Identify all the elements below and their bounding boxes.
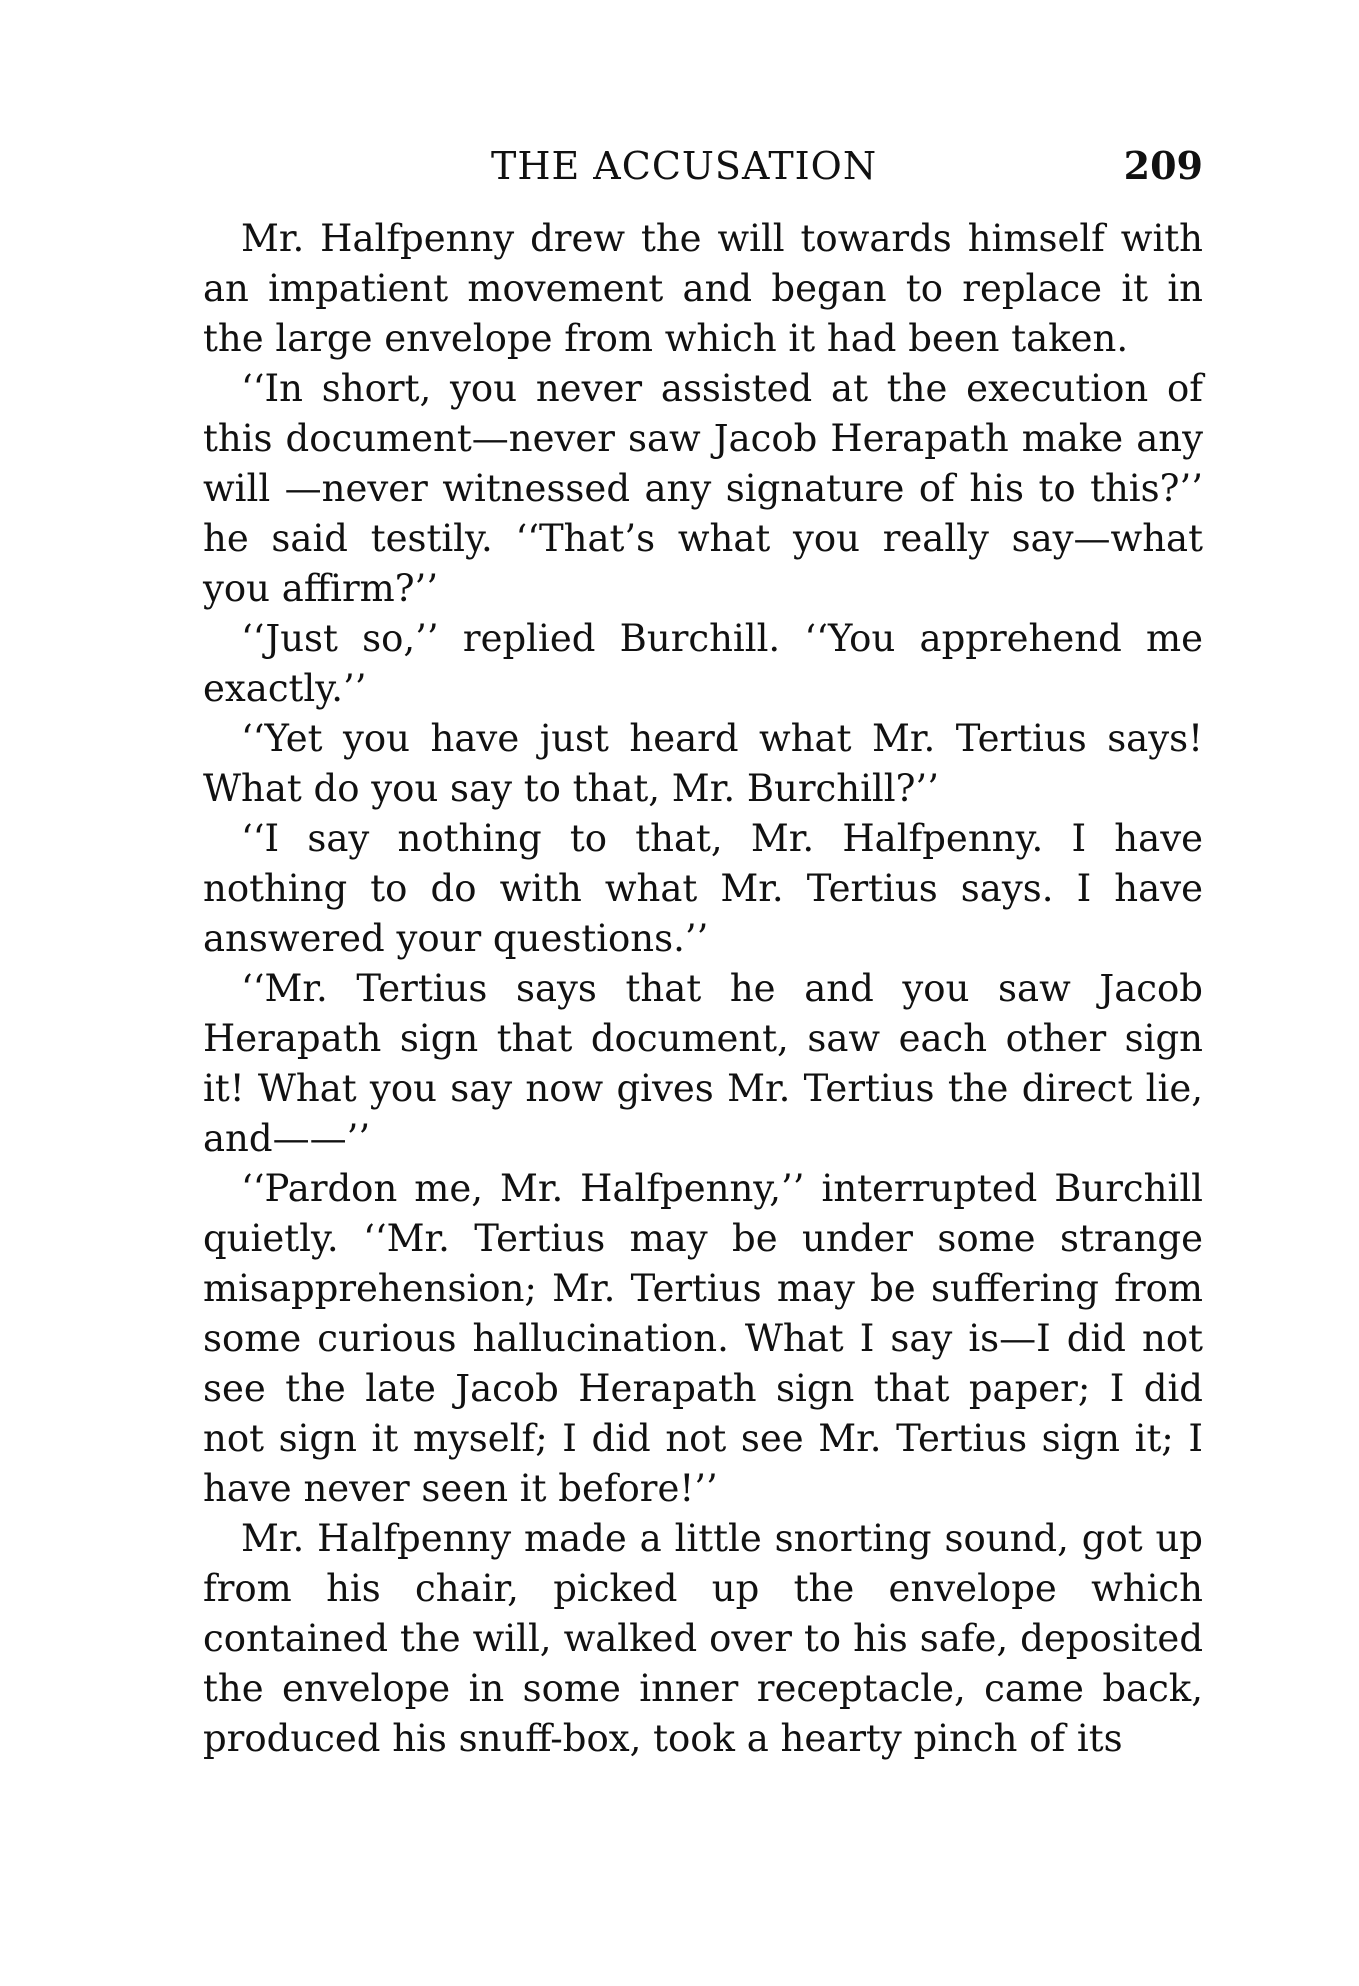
- running-head: THE ACCUSATION: [491, 144, 878, 188]
- page-number: 209: [1123, 143, 1203, 188]
- page-header: [203, 140, 1203, 192]
- paragraph: ‘‘Mr. Tertius says that he and you saw Jacob Herapath sign that document, saw each other sign it! What you say now gives Mr. Tertius the direct lie, and——’’: [203, 967, 1203, 1160]
- paragraph: ‘‘I say nothing to that, Mr. Halfpenny. I have nothing to do with what Mr. Tertius says. I have answered your questions.’’: [203, 817, 1203, 960]
- paragraph: ‘‘In short, you never assisted at the execution of this document—never saw Jacob Herapath make any will —never witnessed any signature of his to this?’’ he said testily. ‘‘That’s what you really say—what you affirm?’’: [203, 367, 1203, 610]
- paragraph: ‘‘Just so,’’ replied Burchill. ‘‘You apprehend me exactly.’’: [203, 617, 1203, 710]
- paragraph: ‘‘Pardon me, Mr. Halfpenny,’’ interrupted Burchill quietly. ‘‘Mr. Tertius may be under some strange misapprehension; Mr. Tertius may be suffering from some curious hallucination. What I say is—I did not see the late Jacob Herapath sign that paper; I did not sign it myself; I did not see Mr. Tertius sign it; I have never seen it before!’’: [203, 1167, 1203, 1510]
- book-page: [203, 140, 1203, 1764]
- body-text: [203, 214, 1203, 1764]
- paragraph: Mr. Halfpenny drew the will towards himself with an impatient movement and began to replace it in the large envelope from which it had been taken.: [203, 217, 1203, 360]
- paragraph: Mr. Halfpenny made a little snorting sound, got up from his chair, picked up the envelope which contained the will, walked over to his safe, deposited the envelope in some inner receptacle, came back, produced his snuff-box, took a hearty pinch of its: [203, 1517, 1203, 1760]
- paragraph: ‘‘Yet you have just heard what Mr. Tertius says! What do you say to that, Mr. Burchill?’’: [203, 717, 1203, 810]
